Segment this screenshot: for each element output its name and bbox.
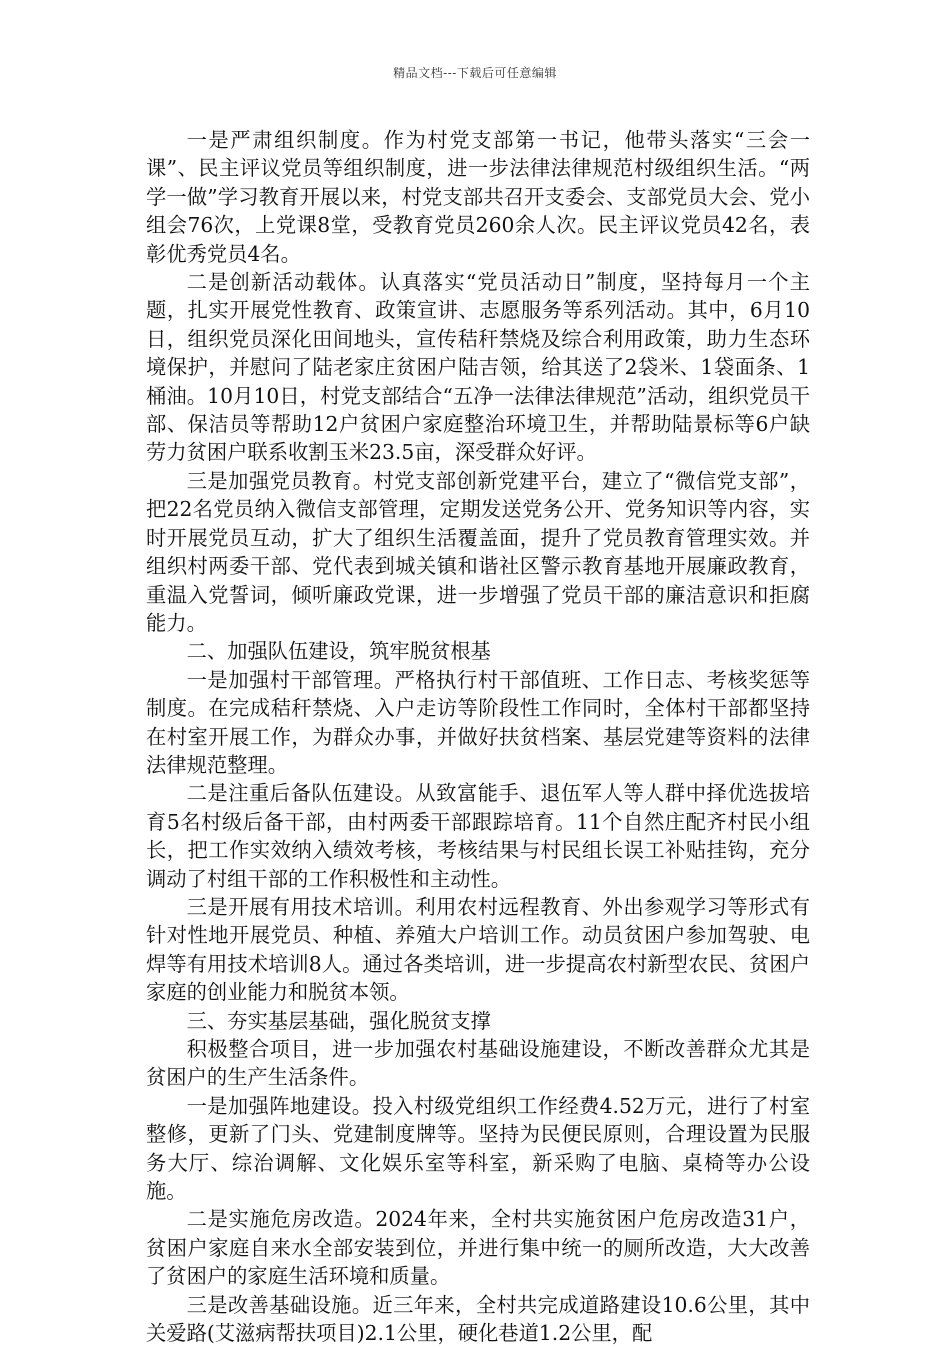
paragraph-organization-system: 一是严肃组织制度。作为村党支部第一书记，他带头落实“三会一课”、民主评议党员等组织制度，进一步法律法律规范村级组织生活。“两学一做”学习教育开展以来，村党支部共召开支委会、支部党员大会、党小组会76次，上党课8堂，受教育党员260余人次。民主评议党员42名，表彰优秀党员4名。 [146, 128, 810, 266]
paragraph-reserve-team: 二是注重后备队伍建设。从致富能手、退伍军人等人群中择优选拔培育5名村级后备干部，由村两委干部跟踪培育。11个自然庄配齐村民小组长，把工作实效纳入绩效考核，考核结果与村民组长误工补贴挂钩，充分调动了村组干部的工作积极性和主动性。 [146, 781, 810, 891]
page-header: 精品文档---下载后可任意编辑 [393, 66, 557, 80]
section-heading-grassroots-foundation: 三、夯实基层基础，强化脱贫支撑 [186, 1008, 491, 1033]
paragraph-dilapidated-housing: 二是实施危房改造。2024年来，全村共实施贫困户危房改造31户，贫困户家庭自来水全部安装到位，并进行集中统一的厕所改造，大大改善了贫困户的家庭生活环境和质量。 [146, 1207, 810, 1289]
paragraph-activity-carrier: 二是创新活动载体。认真落实“党员活动日”制度，坚持每月一个主题，扎实开展党性教育、政策宣讲、志愿服务等系列活动。其中，6月10日，组织党员深化田间地头，宣传秸秆禁烧及综合利用政策，助力生态环境保护，并慰问了陆老家庄贫困户陆吉领，给其送了2袋米、1袋面条、1桶油。10月10日，村党支部结合“五净一法律法律规范”活动，组织党员干部、保洁员等帮助12户贫困户家庭整治环境卫生，并帮助陆景标等6户缺劳力贫困户联系收割玉米23.5亩，深受群众好评。 [146, 270, 810, 465]
paragraph-position-construction: 一是加强阵地建设。投入村级党组织工作经费4.52万元，进行了村室整修，更新了门头、党建制度牌等。坚持为民便民原则，合理设置为民服务大厅、综治调解、文化娱乐室等科室，新采购了电脑、桌椅等办公设施。 [146, 1093, 810, 1204]
paragraph-project-integration: 积极整合项目，进一步加强农村基础设施建设，不断改善群众尤其是贫困户的生产生活条件。 [146, 1037, 810, 1090]
paragraph-technical-training: 三是开展有用技术培训。利用农村远程教育、外出参观学习等形式有针对性地开展党员、种植、养殖大户培训工作。动员贫困户参加驾驶、电焊等有用技术培训8人。通过各类培训，进一步提高农村新型农民、贫困户家庭的创业能力和脱贫本领。 [146, 894, 810, 1005]
document-body [146, 126, 810, 1347]
paragraph-cadre-management: 一是加强村干部管理。严格执行村干部值班、工作日志、考核奖惩等制度。在完成秸秆禁烧、入户走访等阶段性工作同时，全体村干部都坚持在村室开展工作，为群众办事，并做好扶贫档案、基层党建等资料的法律法律规范整理。 [146, 667, 810, 777]
section-heading-team-building: 二、加强队伍建设，筑牢脱贫根基 [186, 639, 491, 664]
paragraph-member-education: 三是加强党员教育。村党支部创新党建平台，建立了“微信党支部”，把22名党员纳入微信支部管理，定期发送党务公开、党务知识等内容，实时开展党员互动，扩大了组织生活覆盖面，提升了党员教育管理实效。并组织村两委干部、党代表到城关镇和谐社区警示教育基地开展廉政教育，重温入党誓词，倾听廉政党课，进一步增强了党员干部的廉洁意识和拒腐能力。 [146, 468, 810, 635]
paragraph-infrastructure: 三是改善基础设施。近三年来，全村共完成道路建设10.6公里，其中关爱路(艾滋病帮扶项目)2.1公里，硬化巷道1.2公里，配 [146, 1292, 810, 1346]
